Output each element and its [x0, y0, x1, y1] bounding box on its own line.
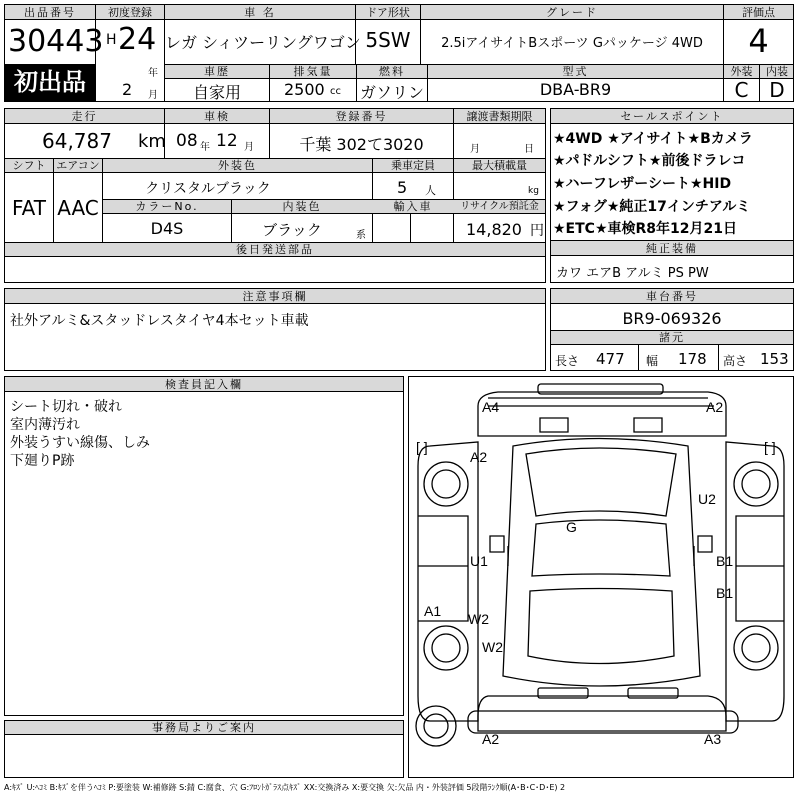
mark-b1-a: B1 — [716, 553, 734, 569]
mark-a4: A4 — [482, 399, 500, 415]
insp-month-unit: 月 — [244, 142, 254, 153]
grade-label: グレード — [421, 5, 723, 20]
inspector-line-3: 外装うすい線傷、しみ — [10, 435, 150, 451]
history-value: 自家用 — [192, 83, 241, 102]
chassis-number: BR9-069326 — [622, 309, 722, 328]
inspector-line-4: 下廻りP跡 — [10, 453, 75, 469]
model-label: 車 名 — [165, 5, 355, 20]
history-label: 車歴 — [204, 65, 230, 78]
notes-label: 注意事項欄 — [5, 289, 545, 304]
insp-month: 12 — [216, 131, 238, 151]
mark-a2-left: A2 — [470, 449, 488, 465]
mileage-unit: km — [138, 131, 166, 152]
length-label: 長さ — [555, 354, 580, 368]
lot-number: 30443 — [8, 24, 104, 59]
reg-year-unit: 年 — [148, 68, 158, 79]
fuel-label: 燃料 — [379, 65, 405, 78]
mark-w2-b: W2 — [482, 639, 503, 655]
load-unit: kg — [528, 186, 539, 196]
model-name: レガ シィツーリングワゴン — [165, 33, 361, 52]
height-value: 153 — [760, 350, 789, 368]
inspector-line-2: 室内薄汚れ — [10, 417, 80, 433]
fuel-value: ガソリン — [359, 83, 424, 102]
notes-text: 社外アルミ&スタッドレスタイヤ4本セット車載 — [10, 313, 309, 329]
int-color-unit: 系 — [356, 230, 366, 241]
mileage-label: 走行 — [71, 110, 98, 123]
exterior-label: 外装 — [730, 65, 753, 78]
shift-label: シフト — [12, 159, 46, 172]
dims-label: 諸元 — [551, 331, 793, 345]
color-value: クリスタルブラック — [145, 181, 271, 197]
reg-month-unit: 月 — [148, 90, 158, 101]
color-no-value: D4S — [150, 219, 184, 238]
mark-u1: U1 — [470, 553, 488, 569]
legend-footer: A:ｷｽﾞ U:ﾍｺﾐ B:ｷｽﾞを伴うﾍｺﾐ P:要塗装 W:補修跡 S:錆 C:腐食、穴 G:ﾌﾛﾝﾄｶﾞﾗｽ点ｷｽﾞ XX:交換済み X:要交換 欠:欠品 内・外装評価 5段階ﾗﾝｸ順(A･B･C･D･E) 2 — [4, 783, 566, 792]
first-reg-label: 初度登録 — [96, 5, 164, 20]
bracket-left: [ ] — [416, 439, 428, 455]
office-label: 事務局よりご案内 — [5, 721, 403, 735]
insp-year-unit: 年 — [200, 142, 210, 153]
height-label: 高さ — [723, 354, 748, 368]
mark-a2-bottom: A2 — [482, 731, 500, 747]
sales-line-4: ★フォグ★純正17インチアルミ — [553, 199, 751, 215]
first-listing-badge: 初出品 — [5, 64, 95, 101]
insp-year: 08 — [176, 131, 198, 151]
car-diagram — [408, 376, 794, 778]
length-value: 477 — [596, 350, 625, 368]
capacity-label: 乗車定員 — [391, 159, 435, 172]
chassis-label: 車台番号 — [551, 289, 793, 304]
transfer-day-unit: 日 — [524, 144, 534, 155]
reg-year: 24 — [118, 22, 157, 57]
sales-line-1: ★4WD ★アイサイト★Bカメラ — [553, 131, 753, 147]
equip-label: 純正装備 — [551, 241, 793, 256]
color-label: 外装色 — [218, 159, 257, 172]
equip-value: カワ エアB アルミ PS PW — [556, 266, 709, 281]
plate-value: 千葉 302て3020 — [299, 135, 424, 154]
sales-label: セールスポイント — [551, 109, 793, 124]
int-color-label: 内装色 — [282, 200, 322, 213]
mark-b1-b: B1 — [716, 585, 734, 601]
displacement-value: 2500 — [284, 80, 325, 99]
grade-value: 2.5iアイサイトBスポーツ Gパッケージ 4WD — [441, 36, 703, 51]
inspection-label: 車検 — [204, 110, 230, 123]
load-label: 最大積載量 — [472, 159, 527, 172]
later-parts-label: 後日発送部品 — [5, 243, 545, 257]
int-color-value: ブラック — [262, 221, 322, 239]
type-label: 型式 — [562, 65, 589, 78]
sales-line-5: ★ETC★車検R8年12月21日 — [553, 221, 737, 237]
score-value: 4 — [748, 22, 769, 60]
sales-line-2: ★パドルシフト★前後ドラレコ — [553, 153, 746, 169]
bracket-right: [ ] — [764, 439, 776, 455]
recycle-value: 14,820 — [466, 220, 522, 239]
type-value: DBA-BR9 — [539, 80, 612, 99]
plate-label: 登録番号 — [335, 110, 388, 123]
doors-value: 5SW — [365, 28, 411, 52]
mileage-value: 64,787 — [42, 129, 112, 153]
capacity-value: 5 — [397, 178, 408, 197]
mark-a1: A1 — [424, 603, 442, 619]
displacement-unit: cc — [330, 86, 341, 97]
shift-value: FAT — [11, 196, 46, 220]
width-value: 178 — [678, 350, 707, 368]
interior-grade: D — [769, 78, 785, 102]
transfer-month-unit: 月 — [470, 144, 480, 155]
width-label: 幅 — [646, 354, 659, 368]
transfer-label: 譲渡書類期限 — [466, 110, 533, 123]
ac-label: エアコン — [56, 159, 100, 172]
era: H — [106, 32, 117, 48]
mark-a3: A3 — [704, 731, 722, 747]
mark-w2-a: W2 — [468, 611, 489, 627]
import-label: 輸入車 — [393, 200, 433, 213]
mark-g: G — [566, 519, 577, 535]
interior-label: 内装 — [766, 65, 788, 78]
reg-month: 2 — [122, 80, 133, 99]
color-no-label: カラーNo. — [135, 200, 199, 213]
recycle-label: リサイクル預託金 — [460, 201, 539, 212]
lot-label: 出品番号 — [5, 5, 95, 20]
inspector-line-1: シート切れ・破れ — [10, 399, 122, 415]
recycle-unit: 円 — [530, 223, 544, 239]
doors-label: ドア形状 — [356, 5, 420, 20]
capacity-unit: 人 — [425, 184, 436, 197]
mark-u2: U2 — [698, 491, 716, 507]
exterior-grade: C — [734, 78, 749, 102]
displacement-label: 排気量 — [293, 65, 333, 78]
inspector-label: 検査員記入欄 — [5, 377, 403, 392]
ac-value: AAC — [57, 196, 99, 220]
sales-line-3: ★ハーフレザーシート★HID — [553, 176, 732, 192]
mark-a2-top: A2 — [706, 399, 724, 415]
score-label: 評価点 — [724, 5, 793, 20]
